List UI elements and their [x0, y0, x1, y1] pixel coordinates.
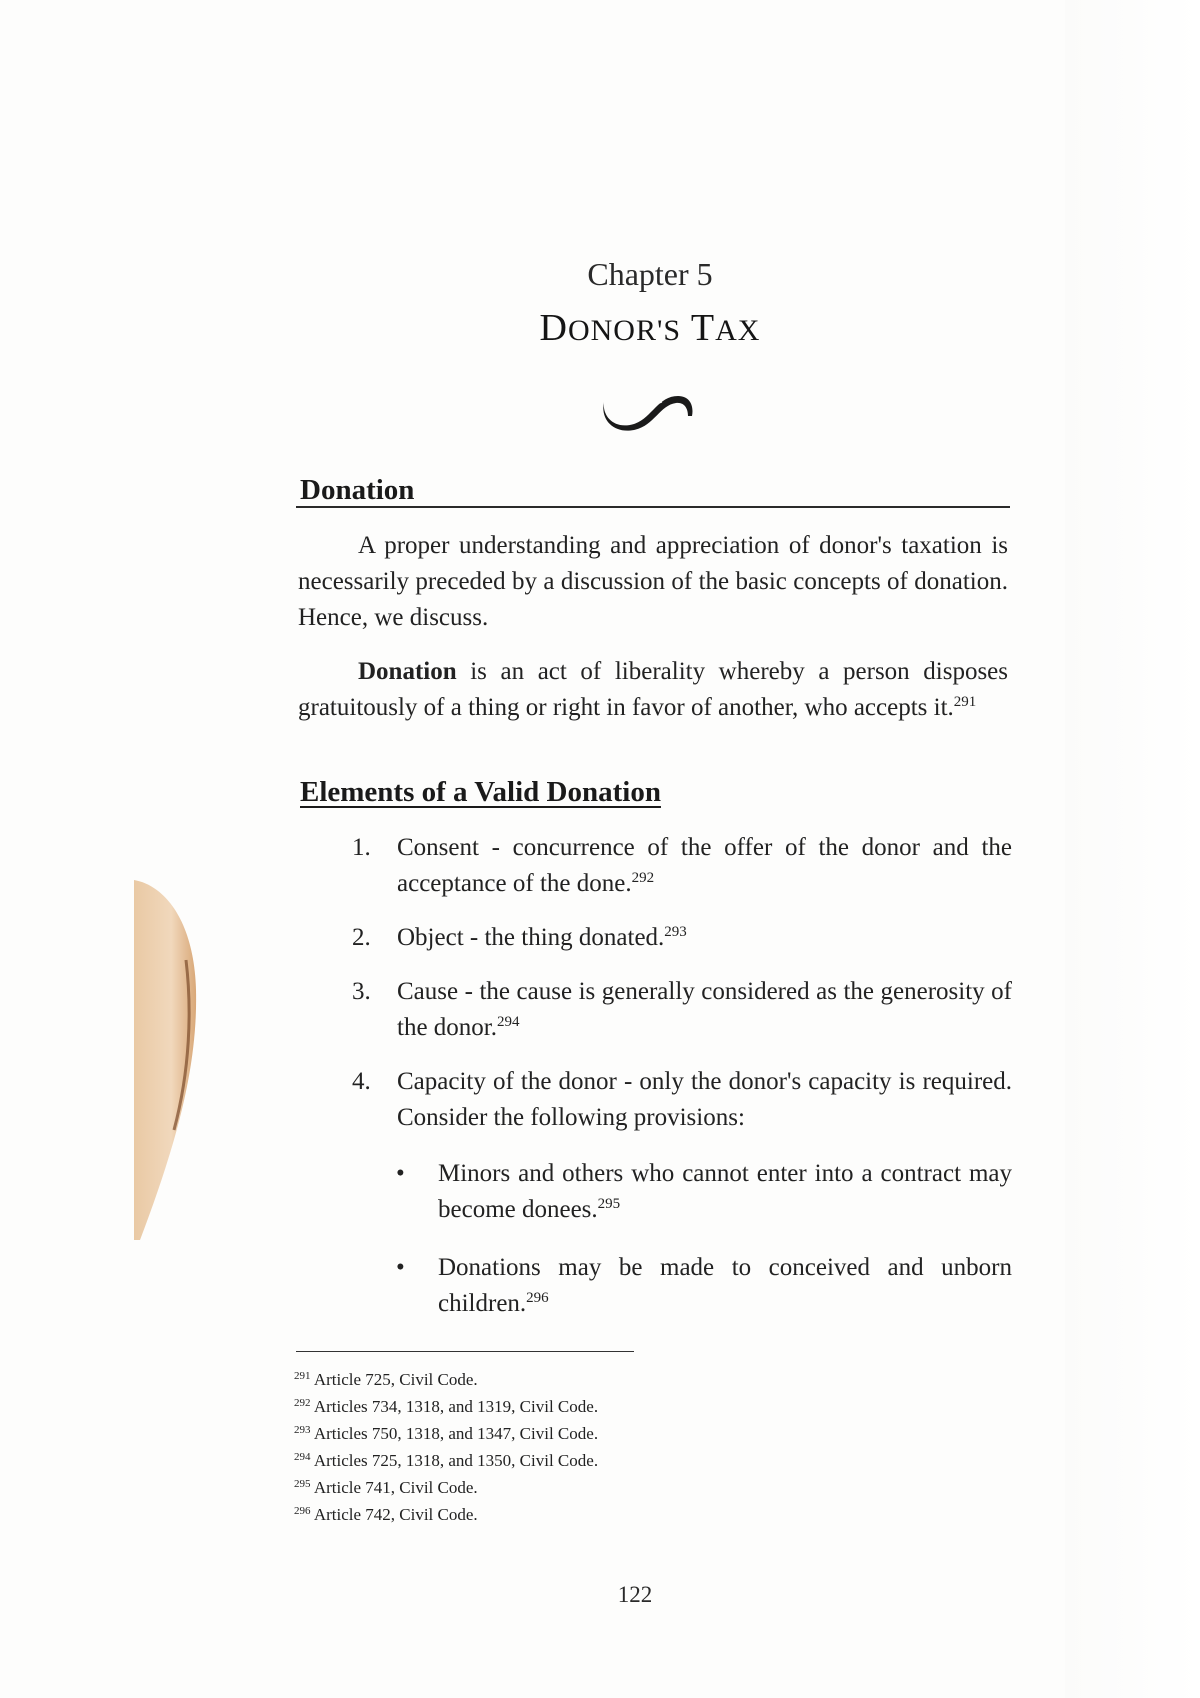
footnotes: [294, 1366, 894, 1528]
list-item: [352, 830, 1012, 902]
footnote-text: Articles 725, 1318, and 1350, Civil Code.: [313, 1451, 599, 1470]
footnote: [294, 1474, 894, 1501]
footnote-text: Article 741, Civil Code.: [313, 1478, 478, 1497]
footnote-ref: 296: [526, 1290, 549, 1306]
list-text: Capacity of the donor - only the donor's capacity is required. Consider the following provisions:: [397, 1068, 1012, 1131]
footnote-number: 291: [294, 1370, 311, 1382]
list-text: Consent - concurrence of the offer of the donor and the acceptance of the done.: [397, 834, 1012, 897]
footnote: [294, 1420, 894, 1447]
footnote-ref: 291: [953, 694, 977, 710]
chapter-label: Chapter 5: [587, 256, 713, 292]
page-edge-shade: [1065, 0, 1200, 1698]
bullet-icon: •: [396, 1160, 405, 1187]
chapter-title-rest: ONOR'S: [567, 314, 682, 347]
list-item: [352, 974, 1012, 1046]
list-text: Object - the thing donated.: [397, 924, 665, 951]
bullet-item: [396, 1250, 1012, 1322]
page-number: 122: [617, 1582, 653, 1607]
bullet-icon: •: [396, 1254, 405, 1281]
bullet-item: [396, 1156, 1012, 1228]
footnote-number: 292: [294, 1397, 311, 1409]
section-heading-donation: Donation: [300, 474, 415, 506]
list-text: Cause - the cause is generally considered as the generosity of the donor.: [397, 978, 1012, 1041]
footnote: [294, 1393, 894, 1420]
footnote-text: Articles 734, 1318, and 1319, Civil Code.: [313, 1397, 599, 1416]
footnote-text: Article 742, Civil Code.: [313, 1505, 478, 1524]
list-item: [352, 1064, 1012, 1136]
footnote-text: Articles 750, 1318, and 1347, Civil Code.: [313, 1424, 599, 1443]
footnote: [294, 1447, 894, 1474]
footnote-ref: 295: [597, 1196, 621, 1212]
list-number: 1.: [352, 834, 371, 861]
footnote-number: 296: [294, 1505, 311, 1517]
footnote-number: 295: [294, 1478, 311, 1490]
footnote-number: 293: [294, 1424, 311, 1436]
footnote-ref: 292: [631, 870, 655, 886]
definition-text: is an act of liberality whereby a person disposes gratuitously of a thing or right in favor of another, who accepts it.: [298, 658, 1008, 721]
footnote-ref: 294: [497, 1014, 520, 1030]
chapter-title-initial: D: [539, 307, 568, 349]
list-number: 4.: [352, 1068, 371, 1095]
paragraph-definition: [298, 654, 1008, 726]
list-number: 2.: [352, 924, 371, 951]
thumb-image: [134, 880, 204, 1240]
swash-ornament-icon: [600, 386, 696, 436]
section-heading-elements: Elements of a Valid Donation: [300, 776, 661, 808]
defined-term: Donation: [358, 658, 457, 685]
footnote-rule: [296, 1351, 634, 1352]
chapter-title-rest: AX: [715, 314, 761, 347]
list-item: [352, 920, 1012, 956]
bullet-text: Minors and others who cannot enter into a contract may become donees.: [438, 1160, 1012, 1223]
paragraph-intro: A proper understanding and appreciation of donor's taxation is necessarily preceded by a discussion of the basic concepts of donation. Hence, we discuss.: [298, 532, 1008, 631]
footnote-text: Article 725, Civil Code.: [313, 1370, 478, 1389]
chapter-title-initial: T: [690, 307, 716, 349]
heading-rule: [296, 506, 1010, 508]
footnote: [294, 1501, 894, 1528]
footnote-number: 294: [294, 1451, 311, 1463]
chapter-title: [0, 306, 1200, 350]
bullet-text: Donations may be made to conceived and unborn children.: [438, 1254, 1012, 1317]
list-number: 3.: [352, 978, 371, 1005]
footnote: [294, 1366, 894, 1393]
footnote-ref: 293: [664, 924, 687, 940]
